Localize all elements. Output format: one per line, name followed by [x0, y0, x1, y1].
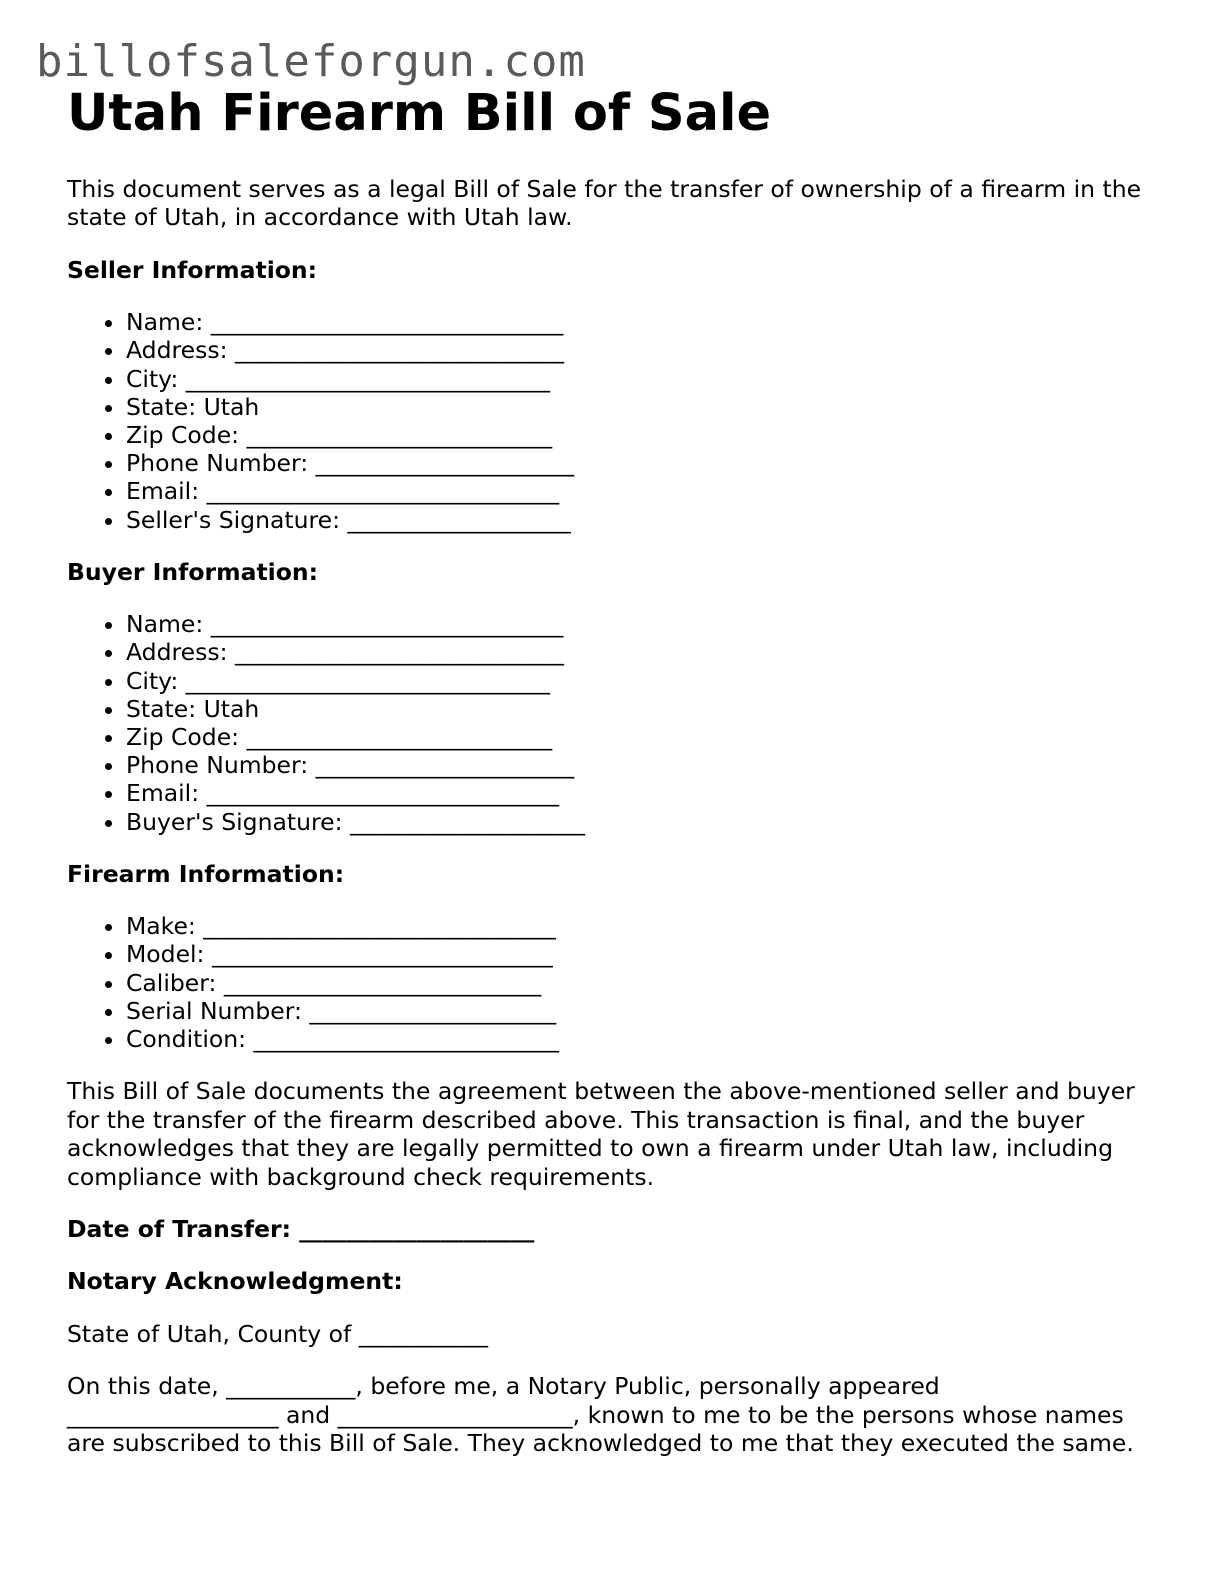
- buyer-email-field: • Email: ______________________________: [126, 779, 1157, 807]
- notary-heading: Notary Acknowledgment:: [67, 1267, 403, 1296]
- seller-signature-field: • Seller's Signature: ___________________: [126, 506, 1157, 534]
- seller-name-field: • Name: ______________________________: [126, 308, 1157, 336]
- buyer-address-field: • Address: ____________________________: [126, 638, 1157, 666]
- buyer-city-field: • City: _______________________________: [126, 667, 1157, 695]
- seller-address-field: • Address: ____________________________: [126, 336, 1157, 364]
- buyer-phone-field: • Phone Number: ______________________: [126, 751, 1157, 779]
- seller-field-list: [67, 308, 1157, 534]
- seller-email-field: • Email: ______________________________: [126, 477, 1157, 505]
- document-title: Utah Firearm Bill of Sale: [67, 84, 772, 143]
- buyer-field-list: [67, 610, 1157, 836]
- buyer-state-field: • State: Utah: [126, 695, 1157, 723]
- agreement-paragraph: This Bill of Sale documents the agreement between the above-mentioned seller and buyer for the transfer of the firearm described above. This transaction is final, and the buyer acknowledges that they are legally permitted to own a firearm under Utah law, including compliance with background check requirements.: [67, 1077, 1135, 1191]
- buyer-zip-field: • Zip Code: __________________________: [126, 723, 1157, 751]
- seller-city-field: • City: _______________________________: [126, 365, 1157, 393]
- seller-phone-field: • Phone Number: ______________________: [126, 449, 1157, 477]
- firearm-serial-field: • Serial Number: _____________________: [126, 997, 1157, 1025]
- notary-county-line: State of Utah, County of ___________: [67, 1319, 488, 1348]
- site-watermark: billofsaleforgun.com: [36, 36, 586, 87]
- date-of-transfer: Date of Transfer: ____________________: [67, 1214, 535, 1243]
- seller-state-field: • State: Utah: [126, 393, 1157, 421]
- firearm-make-field: • Make: ______________________________: [126, 912, 1157, 940]
- firearm-model-field: • Model: _____________________________: [126, 940, 1157, 968]
- notary-statement: On this date, ___________, before me, a Notary Public, personally appeared __________________ and ____________________, known to me to be the persons whose names are subscribed to this Bill of Sale. They acknowledged to me that they executed the same.: [67, 1372, 1134, 1457]
- seller-heading: Seller Information:: [67, 255, 318, 284]
- firearm-field-list: [67, 912, 1157, 1053]
- document-body: [67, 84, 1157, 1457]
- buyer-signature-field: • Buyer's Signature: ____________________: [126, 808, 1157, 836]
- firearm-condition-field: • Condition: __________________________: [126, 1025, 1157, 1053]
- firearm-caliber-field: • Caliber: ___________________________: [126, 969, 1157, 997]
- buyer-name-field: • Name: ______________________________: [126, 610, 1157, 638]
- seller-zip-field: • Zip Code: __________________________: [126, 421, 1157, 449]
- firearm-heading: Firearm Information:: [67, 859, 345, 888]
- buyer-heading: Buyer Information:: [67, 557, 319, 586]
- intro-paragraph: This document serves as a legal Bill of Sale for the transfer of ownership of a firearm in the state of Utah, in accordance with Utah law.: [67, 175, 1142, 232]
